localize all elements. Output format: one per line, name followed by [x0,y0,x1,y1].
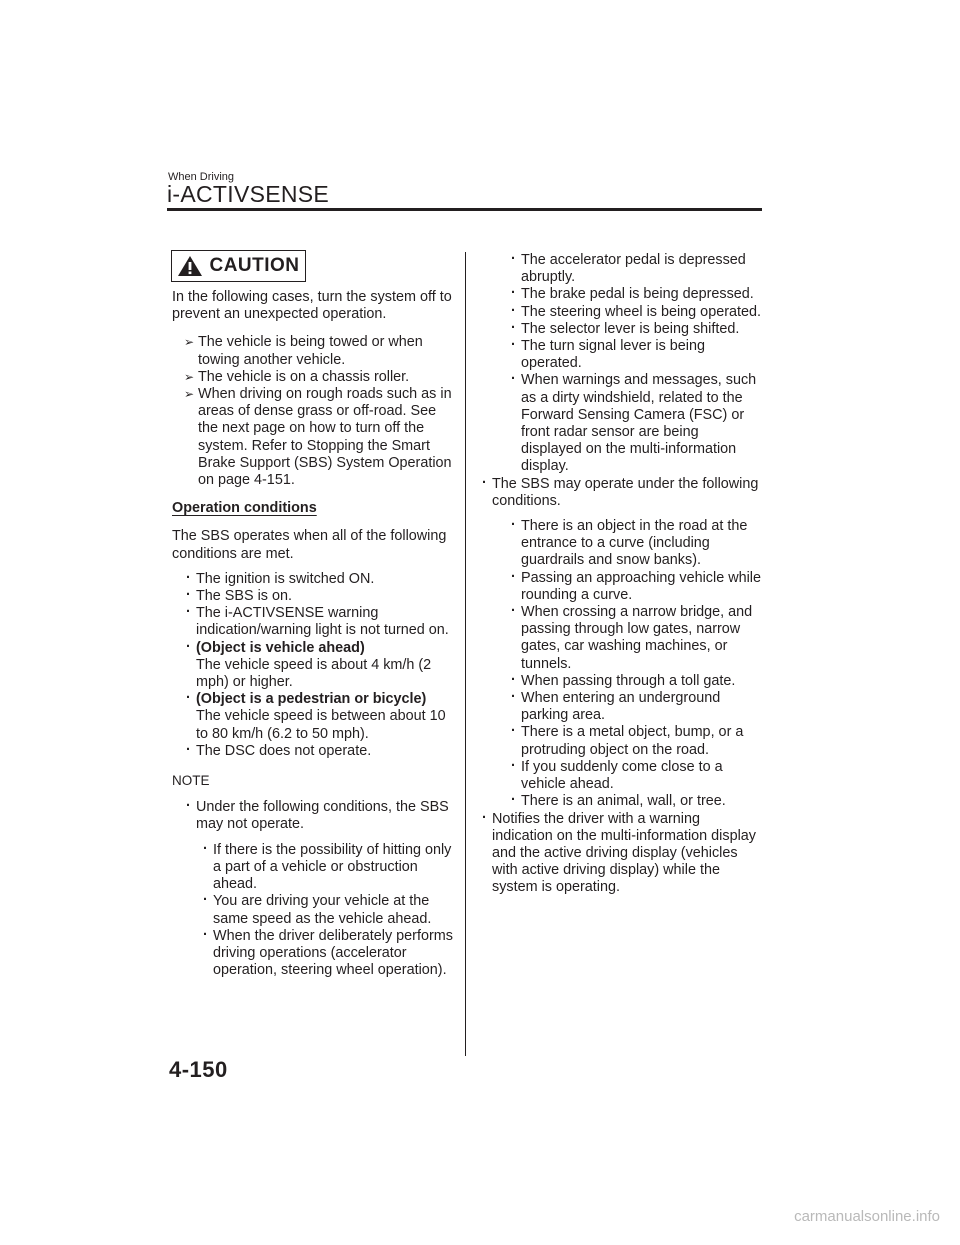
conditions-list [184,571,457,760]
not-operate-list [201,842,457,980]
condition-item [184,605,457,639]
may-operate-item: · When crossing a narrow bridge, and passing through low gates, narrow gates, car washing machines, or tunnels. [509,604,762,673]
caution-label: CAUTION [209,255,300,276]
header-rule [167,208,762,211]
watermark: carmanualsonline.info [794,1208,940,1225]
may-operate-list [509,518,762,810]
page-number: 4-150 [169,1057,228,1082]
caution-item: ➢ The vehicle is being towed or when towing another vehicle. [184,334,457,368]
not-operate-item: · The accelerator pedal is depressed abruptly. [509,252,762,286]
not-operate-item: · The turn signal lever is being operated. [509,338,762,372]
note-item [480,476,762,811]
note-list [184,799,457,979]
note-item [184,799,457,979]
condition-item [184,743,457,760]
operation-heading: Operation conditions [172,500,317,517]
condition-text: The DSC does not operate. [196,742,372,759]
condition-text: The vehicle speed is between about 10 to 80 km/h (6.2 to 50 mph). [196,708,446,742]
condition-text: The vehicle speed is about 4 km/h (2 mph) or higher. [196,656,432,691]
not-operate-item: · When warnings and messages, such as a dirty windshield, related to the Forward Sensing Camera (FSC) or front radar sensor are being displayed on the multi-information display. [509,372,762,475]
may-operate-item: · There is an object in the road at the entrance to a curve (including guardrails and snow banks). [509,518,762,570]
not-operate-item: · You are driving your vehicle at the same speed as the vehicle ahead. [201,893,457,927]
may-operate-item: · Passing an approaching vehicle while rounding a curve. [509,570,762,604]
may-operate-item: · There is a metal object, bump, or a protruding object on the road. [509,724,762,758]
column-divider [465,252,466,1056]
condition-item [184,691,457,743]
may-operate-item: · When passing through a toll gate. [509,673,762,690]
note-list-continued [480,476,762,897]
not-operate-item: · If there is the possibility of hitting only a part of a vehicle or obstruction ahead. [201,842,457,894]
may-operate-item: · When entering an underground parking area. [509,690,762,724]
condition-text: The i-ACTIVSENSE warning indication/warning light is not turned on. [196,605,449,639]
section-label: When Driving [168,171,235,183]
may-operate-item: · If you suddenly come close to a vehicle ahead. [509,759,762,793]
not-operate-item: · The steering wheel is being operated. [509,304,762,321]
may-operate-intro: The SBS may operate under the following conditions. [492,475,759,509]
caution-box [171,250,306,282]
caution-intro: In the following cases, turn the system off to prevent an unexpected operation. [172,289,452,323]
caution-list [184,334,457,489]
condition-object-label: (Object is vehicle ahead) [196,639,365,656]
note-intro: Under the following conditions, the SBS may not operate. [196,799,449,833]
condition-object-label: (Object is a pedestrian or bicycle) [196,691,427,708]
left-column [172,289,457,979]
condition-item [184,571,457,588]
condition-text: The SBS is on. [196,588,292,605]
not-operate-list-continued [509,252,762,476]
note-label: NOTE [172,773,210,789]
not-operate-item: · The selector lever is being shifted. [509,321,762,338]
may-operate-item: · There is an animal, wall, or tree. [509,793,762,810]
condition-item [184,588,457,605]
warning-triangle-icon [177,255,203,277]
condition-text: The ignition is switched ON. [196,570,375,587]
not-operate-item: · When the driver deliberately performs driving operations (accelerator operation, steering wheel operation). [201,928,457,980]
caution-item: ➢ When driving on rough roads such as in areas of dense grass or off-road. See the next page on how to turn off the system. Refer to Stopping the Smart Brake Support (SBS) System Operation on page 4-151. [184,386,457,489]
condition-item [184,640,457,692]
right-column [480,252,762,897]
operation-intro: The SBS operates when all of the following conditions are met. [172,528,447,562]
caution-item: ➢ The vehicle is on a chassis roller. [184,369,457,386]
not-operate-item: · The brake pedal is being depressed. [509,286,762,303]
note-item: · Notifies the driver with a warning indication on the multi-information display and the active driving display (vehicles with active driving display) while the system is operating. [480,811,762,897]
chapter-title: i-ACTIVSENSE [167,181,330,207]
